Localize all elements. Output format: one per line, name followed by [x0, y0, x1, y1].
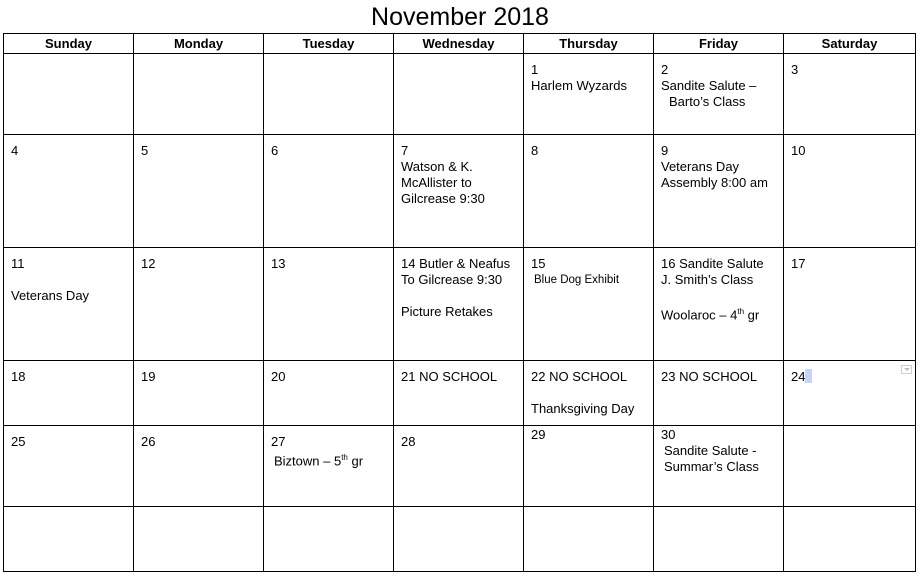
day-cell[interactable]	[4, 135, 134, 248]
week-row	[4, 248, 916, 361]
day-cell[interactable]	[134, 361, 264, 426]
day-cell[interactable]	[4, 248, 134, 361]
event-text: NO SCHOOL	[549, 369, 628, 384]
event-text: McAllister to	[401, 175, 472, 190]
event-text: Assembly 8:00 am	[661, 175, 768, 190]
day-cell[interactable]	[264, 135, 394, 248]
week-row	[4, 361, 916, 426]
date-number: 17	[791, 256, 806, 271]
day-cell[interactable]	[394, 248, 524, 361]
event-text: Thanksgiving Day	[531, 401, 635, 416]
date-number: 19	[141, 369, 156, 384]
event-text-line	[271, 450, 393, 469]
date-number: 29	[531, 427, 546, 442]
date-number: 23	[661, 369, 676, 384]
day-cell[interactable]	[524, 135, 654, 248]
day-cell[interactable]	[4, 361, 134, 426]
date-number: 5	[141, 143, 149, 158]
date-number: 28	[401, 434, 416, 449]
date-number: 27	[271, 434, 286, 449]
day-cell[interactable]	[524, 361, 654, 426]
day-cell-empty[interactable]	[784, 426, 916, 507]
day-cell-empty[interactable]	[784, 507, 916, 572]
date-number: 21	[401, 369, 416, 384]
date-number: 12	[141, 256, 156, 271]
date-number: 11	[11, 256, 25, 271]
day-cell[interactable]	[134, 135, 264, 248]
day-cell[interactable]	[654, 361, 784, 426]
weekday-header-row	[4, 34, 916, 54]
day-cell[interactable]	[784, 361, 916, 426]
date-number: 10	[791, 143, 806, 158]
date-number: 1	[531, 62, 539, 77]
event-text: Sandite Salute –	[661, 78, 757, 93]
day-cell-empty[interactable]	[394, 54, 524, 135]
week-row	[4, 135, 916, 248]
event-text: Barto’s Class	[669, 94, 746, 109]
calendar-grid	[3, 33, 916, 572]
week-row	[4, 54, 916, 135]
header-friday: Friday	[654, 34, 784, 54]
date-number: 22	[531, 369, 546, 384]
day-cell-empty[interactable]	[654, 507, 784, 572]
day-cell[interactable]	[654, 54, 784, 135]
date-number: 3	[791, 62, 799, 77]
event-text: gr	[744, 307, 760, 323]
day-cell-empty[interactable]	[4, 507, 134, 572]
day-cell[interactable]	[264, 426, 394, 507]
text-cursor-selection	[805, 369, 812, 383]
day-cell[interactable]	[394, 135, 524, 248]
event-text: J. Smith’s Class	[661, 272, 754, 287]
header-wednesday: Wednesday	[394, 34, 524, 54]
date-number: 24	[791, 369, 806, 384]
header-monday: Monday	[134, 34, 264, 54]
event-text: Sandite Salute	[679, 256, 764, 271]
event-text: NO SCHOOL	[419, 369, 498, 384]
ordinal-suffix: th	[737, 307, 745, 316]
date-number: 20	[271, 369, 286, 384]
day-cell-empty[interactable]	[134, 507, 264, 572]
header-saturday: Saturday	[784, 34, 916, 54]
date-number: 18	[11, 369, 26, 384]
day-cell[interactable]	[784, 54, 916, 135]
date-number: 26	[141, 434, 156, 449]
date-number: 14	[401, 256, 416, 271]
calendar-title: November 2018	[371, 3, 549, 31]
ordinal-suffix: th	[341, 453, 348, 462]
day-cell[interactable]	[524, 248, 654, 361]
date-number: 2	[661, 62, 669, 77]
day-cell[interactable]	[394, 426, 524, 507]
event-text: Gilcrease 9:30	[401, 191, 485, 206]
day-cell[interactable]	[4, 426, 134, 507]
day-cell-empty[interactable]	[4, 54, 134, 135]
event-text: Summar’s Class	[664, 459, 759, 474]
event-text: Biztown – 5	[274, 453, 342, 469]
event-text: gr	[347, 453, 364, 469]
day-cell[interactable]	[264, 361, 394, 426]
date-number: 4	[11, 143, 19, 158]
event-text: Blue Dog Exhibit	[534, 274, 620, 286]
date-number: 13	[271, 256, 286, 271]
event-text: NO SCHOOL	[679, 369, 758, 384]
day-cell[interactable]	[134, 248, 264, 361]
event-text: To Gilcrease 9:30	[401, 272, 503, 287]
event-text: Veterans Day	[11, 288, 90, 303]
day-cell-empty[interactable]	[134, 54, 264, 135]
event-text: Sandite Salute -	[664, 443, 757, 458]
day-cell[interactable]	[134, 426, 264, 507]
header-tuesday: Tuesday	[264, 34, 394, 54]
day-cell-empty[interactable]	[264, 54, 394, 135]
event-text: Harlem Wyzards	[531, 78, 627, 93]
event-text-line	[661, 304, 783, 323]
day-cell[interactable]	[264, 248, 394, 361]
day-cell[interactable]	[524, 426, 654, 507]
week-row	[4, 426, 916, 507]
event-text: Butler & Neafus	[419, 256, 511, 271]
date-number: 15	[531, 256, 546, 271]
event-text: Woolaroc – 4	[661, 307, 738, 323]
date-number: 7	[401, 143, 409, 158]
event-text: Watson & K.	[401, 159, 473, 174]
chevron-down-icon[interactable]	[901, 365, 912, 374]
date-number: 9	[661, 143, 669, 158]
day-cell[interactable]	[524, 54, 654, 135]
day-cell[interactable]	[784, 248, 916, 361]
date-number: 6	[271, 143, 279, 158]
day-cell-empty[interactable]	[264, 507, 394, 572]
day-cell[interactable]	[394, 361, 524, 426]
day-cell[interactable]	[784, 135, 916, 248]
day-cell[interactable]	[654, 135, 784, 248]
date-number: 25	[11, 434, 26, 449]
header-thursday: Thursday	[524, 34, 654, 54]
day-cell-empty[interactable]	[524, 507, 654, 572]
event-text: Picture Retakes	[401, 304, 493, 319]
date-number: 30	[661, 427, 676, 442]
day-cell[interactable]	[654, 248, 784, 361]
week-row	[4, 507, 916, 572]
date-number: 8	[531, 143, 539, 158]
day-cell[interactable]	[654, 426, 784, 507]
day-cell-empty[interactable]	[394, 507, 524, 572]
event-text: Veterans Day	[661, 159, 740, 174]
header-sunday: Sunday	[4, 34, 134, 54]
date-number: 16	[661, 256, 676, 271]
